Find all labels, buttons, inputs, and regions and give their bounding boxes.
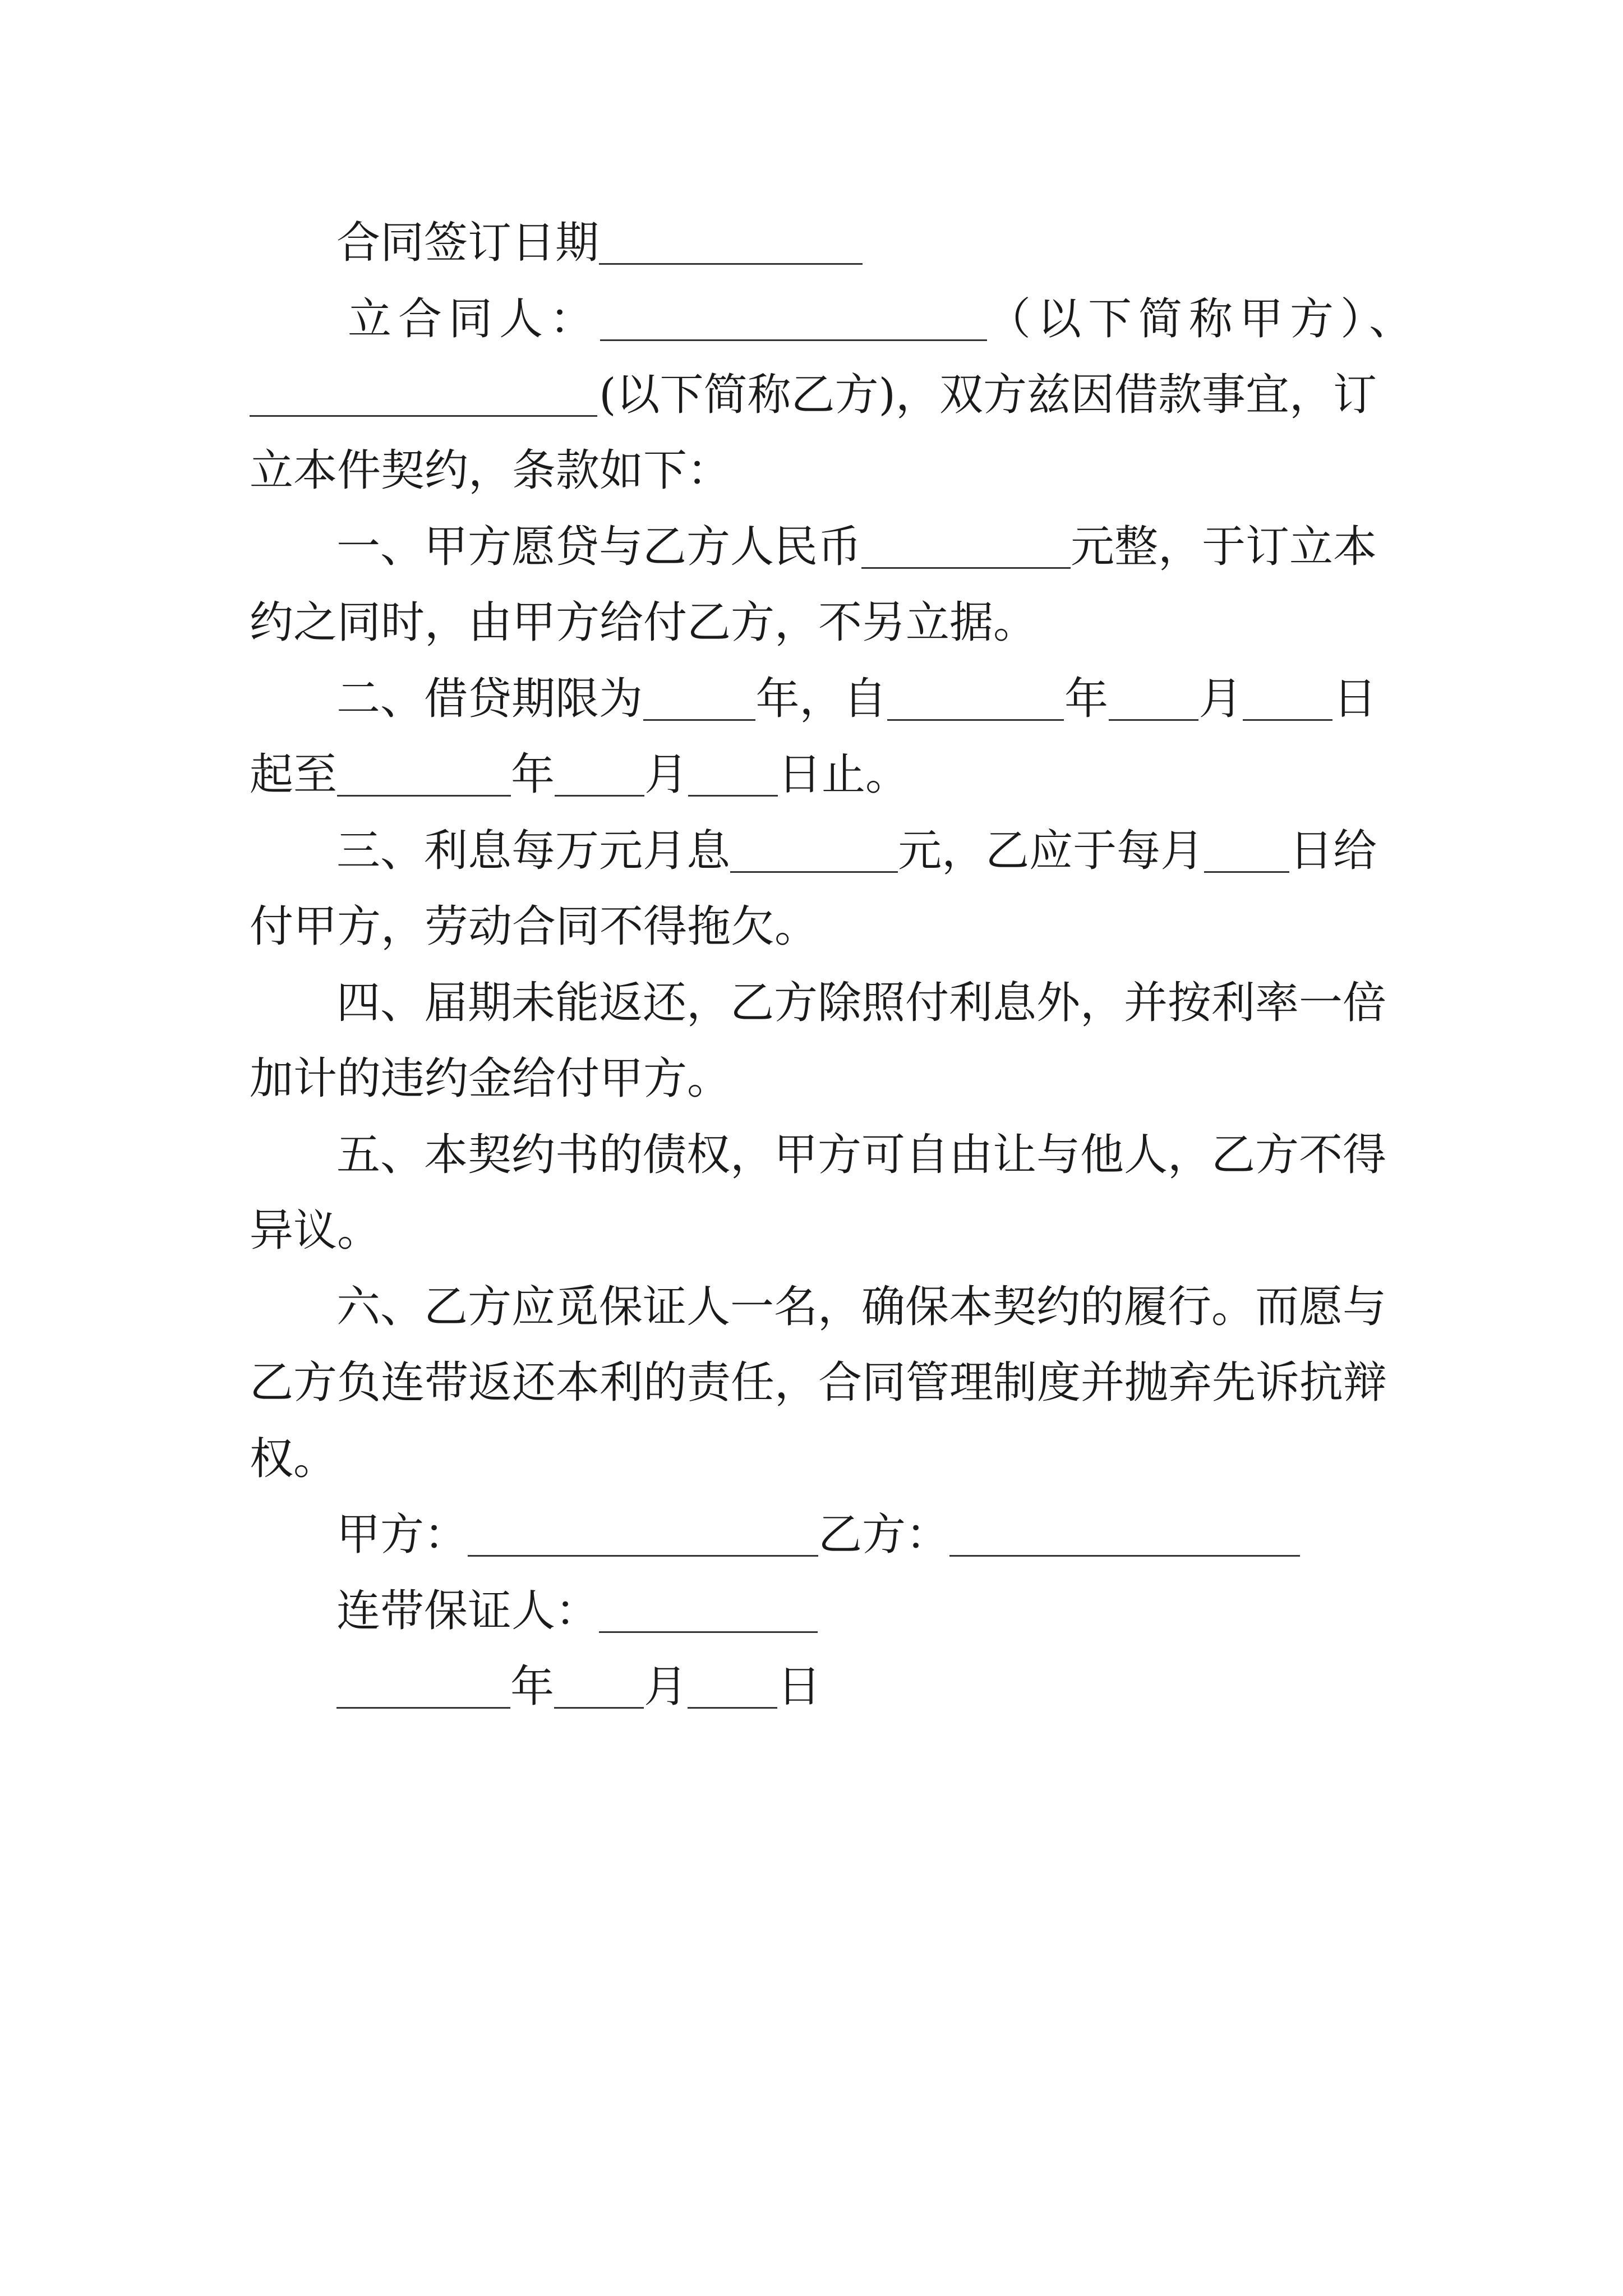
end-year-blank [337,756,511,797]
sign-date-blank [599,224,863,265]
party-a-alias: （以下简称甲方）、 [987,294,1420,344]
guarantor-line [336,1586,818,1636]
sign-year-blank [336,1668,510,1709]
clause1-part1: 一、甲方愿贷与乙方人民币 [336,522,862,572]
clause2-line2-start: 起至 [250,749,338,800]
clause4-line2 [250,1053,731,1104]
party-a-sign-label: 甲方： [336,1510,468,1560]
sign-month-label: 月 [644,1662,688,1712]
clause1-part2: 元整，于订立本 [1070,522,1377,572]
signature-parties-line [336,1510,1300,1560]
clause5-line1-text: 五、本契约书的债权，甲方可自由让与他人，乙方不得 [336,1130,1387,1180]
start-year-blank [887,680,1064,721]
party-b-sign-label: 乙方： [818,1510,950,1560]
clause3-part4: 付甲方，劳动合同不得拖欠。 [250,901,819,952]
clause4-line1 [336,978,1387,1028]
party-a-blank [600,300,987,341]
end-day-blank [688,756,778,797]
clause1-part3: 约之同时，由甲方给付乙方，不另立据。 [250,597,1038,648]
start-day-blank [1243,680,1332,721]
clause2-line2-end: 日止。 [778,749,910,800]
guarantor-label: 连带保证人： [336,1586,600,1636]
sign-year-label: 年 [510,1662,555,1712]
party-b-blank [250,376,597,417]
sign-month-blank [554,1668,644,1709]
clause5-line2-text: 异议。 [250,1205,381,1256]
clause6-line1-text: 六、乙方应觅保证人一名，确保本契约的履行。而愿与 [336,1282,1387,1332]
clause3-part1: 三、利息每万元月息 [336,826,731,876]
clause2-line2-year: 年 [511,749,555,800]
sign-day-blank [688,1668,777,1709]
clause1-line2 [250,597,1038,648]
clause3-line2 [250,901,819,952]
sign-day-label: 日 [777,1662,822,1712]
clause2-line2 [250,749,910,800]
sign-date-bottom-line [336,1662,822,1712]
clause2-part1: 二、借贷期限为 [336,674,643,724]
party-b-alias: (以下简称乙方)，双方兹因借款事宜，订 [599,370,1377,420]
clause6-line3 [250,1434,338,1484]
intro-end: 立本件契约，条款如下： [250,445,731,496]
party-a-sign-blank [468,1516,818,1557]
amount-blank [861,528,1071,569]
parties-intro-label: 立合同人： [348,294,601,344]
party-b-line [250,370,1377,420]
clause2-part4: 月 [1198,674,1243,724]
clause3-part2: 元，乙应于每月 [898,826,1205,876]
clause5-line1 [336,1130,1387,1180]
term-years-blank [643,680,755,721]
clause6-line3-text: 权。 [250,1434,338,1484]
parties-line [348,294,1420,344]
clause2-line2-month: 月 [644,749,689,800]
clause6-line2-text: 乙方负连带返还本利的责任，合同管理制度并抛弃先诉抗辩 [250,1358,1387,1408]
clause6-line1 [336,1282,1387,1332]
guarantor-blank [599,1592,818,1633]
clause4-line2-text: 加计的违约金给付甲方。 [250,1053,731,1104]
clause2-part2: 年，自 [755,674,887,724]
clause3-part3: 日给 [1289,826,1377,876]
sign-date-line [336,218,863,268]
intro-end-line [250,445,731,496]
clause3-line1 [336,826,1377,876]
clause5-line2 [250,1205,381,1256]
clause4-line1-text: 四、届期未能返还，乙方除照付利息外，并按利率一倍 [336,978,1387,1028]
clause2-part5: 日 [1332,674,1377,724]
pay-day-blank [1204,832,1289,873]
end-month-blank [555,756,644,797]
party-b-sign-blank [949,1516,1300,1557]
start-month-blank [1109,680,1198,721]
clause1-line1 [336,522,1377,572]
sign-date-label: 合同签订日期 [336,218,600,268]
clause2-part3: 年 [1064,674,1108,724]
interest-blank [730,832,898,873]
clause2-line1 [336,674,1377,724]
clause6-line2 [250,1358,1387,1408]
